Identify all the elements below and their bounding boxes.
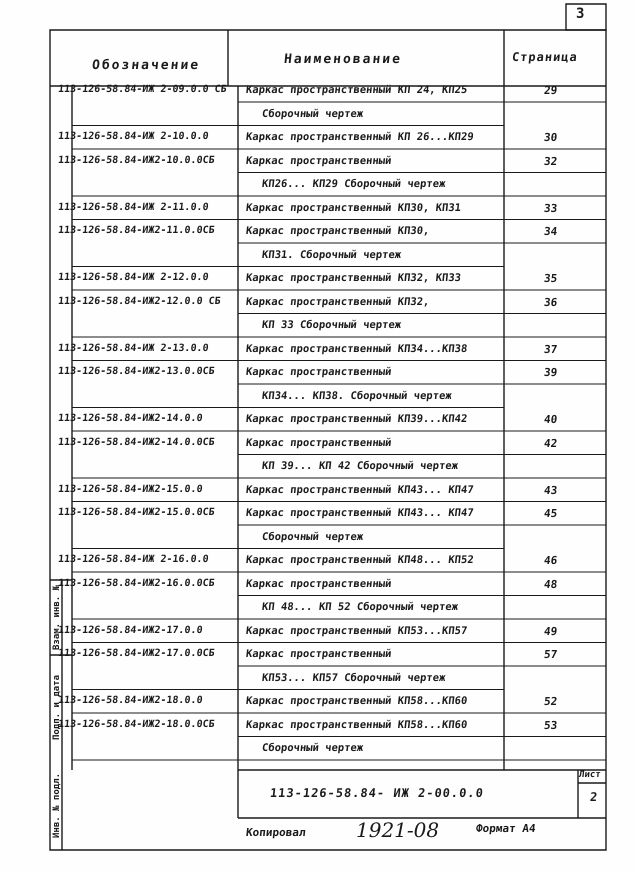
format-label: Формат А4: [475, 822, 537, 835]
row-name: Каркас пространственный КП30,: [245, 225, 430, 237]
row-name: Каркас пространственный КП34...КП38: [245, 342, 468, 355]
corner-box: [566, 4, 606, 30]
row-name: Сборочный чертеж: [261, 530, 364, 543]
row-page: 33: [543, 201, 558, 215]
row-page: 36: [543, 295, 558, 309]
row-page: 45: [543, 507, 558, 520]
row-name: КП34... КП38. Сборочный чертеж: [261, 389, 453, 402]
row-name: КП 33 Сборочный чертеж: [261, 319, 402, 331]
row-page: 46: [543, 554, 558, 567]
row-designation: 113-126-58.84-ИЖ2-17.0.0СБ: [57, 648, 216, 659]
side-label-replace: Взам. инв. №: [52, 584, 62, 650]
row-page: 57: [543, 648, 558, 661]
stamp-sheet-value: 2: [589, 790, 598, 804]
row-designation: 113-126-58.84-ИЖ2-18.0.0СБ: [57, 718, 216, 730]
row-page: 37: [543, 342, 558, 356]
row-name: Каркас пространственный КП43... КП47: [245, 507, 475, 519]
row-designation: 113-126-58.84-ИЖ2-11.0.0СБ: [57, 225, 216, 236]
row-designation: 113-126-58.84-ИЖ2-12.0.0 СБ: [57, 295, 222, 307]
copied-label: Копировал: [245, 826, 307, 839]
row-name: Каркас пространственный КП32, КП33: [245, 272, 462, 284]
row-name: Каркас пространственный КП39...КП42: [245, 413, 468, 425]
row-designation: 113-126-58.84-ИЖ 2-10.0.0: [57, 131, 210, 142]
row-name: Каркас пространственный КП 26...КП29: [245, 131, 475, 143]
row-designation: 113-126-58.84-ИЖ2-15.0.0: [57, 483, 204, 495]
row-name: Каркас пространственный КП58...КП60: [245, 718, 468, 731]
header-designation: Обозначение: [91, 58, 201, 73]
row-designation: 113-126-58.84-ИЖ2-16.0.0СБ: [57, 577, 216, 589]
row-page: 40: [543, 413, 558, 426]
row-name: Сборочный чертеж: [261, 107, 364, 120]
row-name: Каркас пространственный КП32,: [245, 295, 430, 308]
row-page: 39: [543, 366, 558, 379]
row-name: КП31. Сборочный чертеж: [261, 248, 402, 261]
row-page: 43: [543, 483, 558, 497]
row-page: 30: [543, 131, 558, 144]
stamp-sheet-label: Лист: [578, 770, 602, 780]
row-designation: 113-126-58.84-ИЖ 2-13.0.0: [57, 342, 210, 354]
row-name: Каркас пространственный: [245, 436, 393, 449]
row-name: КП 48... КП 52 Сборочный чертеж: [261, 601, 459, 613]
row-designation: 113-126-58.84-ИЖ2-17.0.0: [57, 624, 204, 636]
side-label-sign: Подп. и дата: [52, 674, 62, 740]
header-page: Страница: [511, 50, 579, 64]
row-designation: 113-126-58.84-ИЖ 2-16.0.0: [57, 554, 210, 565]
copied-number: 1921-08: [356, 818, 440, 842]
row-page: 29: [543, 84, 558, 97]
row-name: КП 39... КП 42 Сборочный чертеж: [261, 460, 459, 472]
row-name: Сборочный чертеж: [261, 742, 364, 754]
row-name: Каркас пространственный: [245, 648, 393, 660]
row-page: 34: [543, 225, 558, 238]
corner-sheet-number: 3: [576, 6, 585, 22]
side-label-inv: Инв. № подл.: [52, 772, 62, 838]
row-page: 52: [543, 695, 558, 708]
stamp-code: 113-126-58.84- ИЖ 2-00.0.0: [269, 786, 485, 800]
row-name: Каркас пространственный КП43... КП47: [245, 483, 475, 496]
row-page: 35: [543, 272, 558, 285]
row-designation: 113-126-58.84-ИЖ2-13.0.0СБ: [57, 366, 216, 377]
row-name: КП53... КП57 Сборочный чертеж: [261, 671, 446, 684]
row-designation: 113-126-58.84-ИЖ2-18.0.0: [57, 695, 204, 706]
row-name: Каркас пространственный: [245, 366, 393, 378]
row-designation: 113-126-58.84-ИЖ 2-11.0.0: [57, 201, 210, 213]
row-designation: 113-126-58.84-ИЖ 2-12.0.0: [57, 272, 210, 283]
row-page: 53: [543, 718, 558, 732]
row-name: Каркас пространственный КП 24, КП25: [245, 84, 468, 96]
row-page: 49: [543, 624, 558, 638]
row-name: КП26... КП29 Сборочный чертеж: [261, 178, 446, 190]
row-name: Каркас пространственный КП58...КП60: [245, 695, 468, 707]
row-name: Каркас пространственный: [245, 154, 393, 167]
row-page: 48: [543, 577, 558, 591]
row-designation: 113-126-58.84-ИЖ2-14.0.0СБ: [57, 436, 216, 448]
row-name: Каркас пространственный: [245, 577, 393, 590]
row-page: 42: [543, 436, 558, 450]
row-name: Каркас пространственный КП30, КП31: [245, 201, 462, 214]
row-designation: 113-126-58.84-ИЖ 2-09.0.0 СБ: [57, 84, 228, 95]
row-name: Каркас пространственный КП53...КП57: [245, 624, 468, 637]
row-name: Каркас пространственный КП48... КП52: [245, 554, 475, 566]
row-page: 32: [543, 154, 558, 168]
row-designation: 113-126-58.84-ИЖ2-14.0.0: [57, 413, 204, 424]
row-designation: 113-126-58.84-ИЖ2-10.0.0СБ: [57, 154, 216, 166]
header-name: Наименование: [283, 52, 403, 67]
row-designation: 113-126-58.84-ИЖ2-15.0.0СБ: [57, 507, 216, 518]
